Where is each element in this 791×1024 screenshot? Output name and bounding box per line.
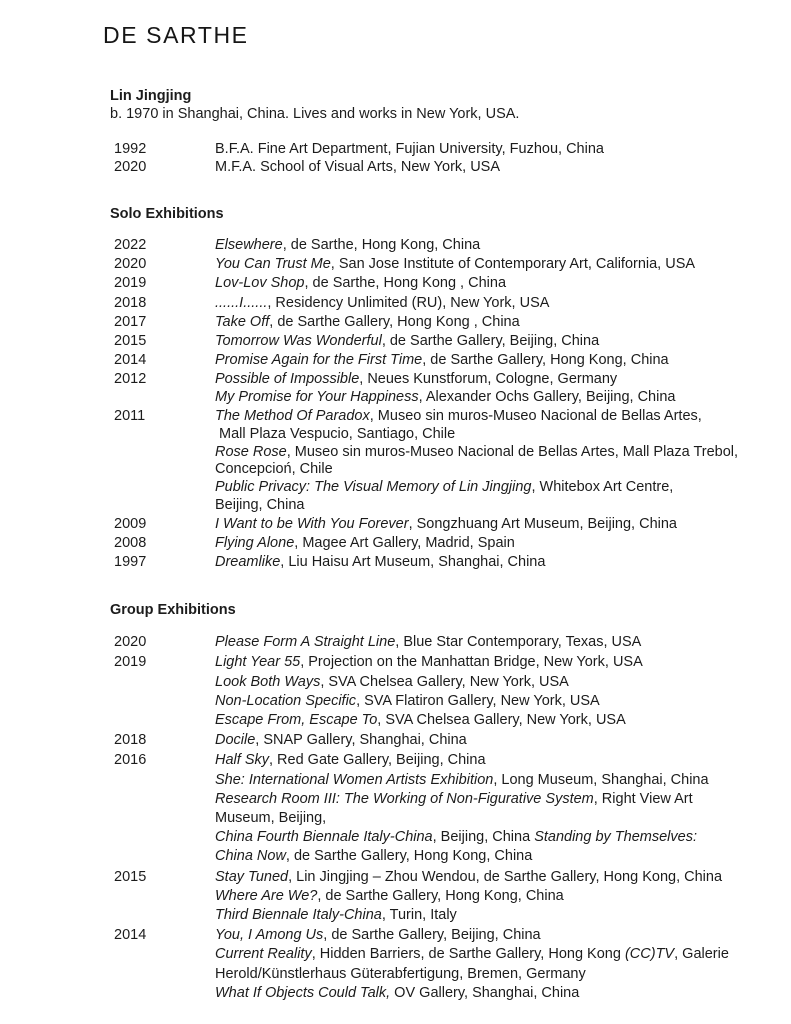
exhibition-description (215, 333, 767, 351)
description-line (215, 333, 767, 351)
exhibition-title: ......I...... (215, 294, 268, 311)
exhibition-year: 2012 (114, 371, 147, 388)
exhibition-title: Stay Tuned (215, 868, 289, 885)
exhibition-title: Tomorrow Was Wonderful (215, 333, 382, 350)
description-line (215, 140, 767, 158)
exhibition-description (215, 516, 767, 534)
exhibition-title: Elsewhere (215, 237, 283, 253)
description-line (215, 751, 767, 770)
description-line (215, 314, 767, 332)
education-list (110, 140, 767, 176)
description-line (215, 535, 767, 553)
exhibition-description (215, 314, 767, 332)
exhibition-venue: , San Jose Institute of Contemporary Art, California, USA (330, 256, 696, 273)
exhibition-title: Light Year 55 (215, 654, 301, 671)
description-line (215, 887, 767, 906)
exhibition-venue: , Whitebox Art Centre, (531, 479, 674, 496)
exhibition-year: 2017 (114, 313, 147, 330)
description-line (215, 237, 767, 255)
exhibition-venue: Mall Plaza Vespucio, Santiago, Chile (215, 426, 456, 443)
exhibition-year: 2014 (114, 927, 147, 944)
exhibition-venue: , Long Museum, Shanghai, China (493, 771, 709, 788)
exhibition-venue: , Turin, Italy (381, 907, 457, 923)
description-line (215, 426, 767, 444)
exhibition-year: 2020 (114, 634, 147, 651)
exhibition-title: Take Off (215, 313, 270, 330)
exhibition-entry (110, 295, 767, 313)
exhibition-venue: , Beijing, China (432, 829, 535, 846)
exhibition-title: Rose Rose (215, 443, 287, 460)
exhibition-entry (110, 926, 767, 1003)
description-line (215, 965, 767, 984)
exhibition-entry (110, 256, 767, 274)
exhibition-title: Docile (215, 732, 256, 749)
description-line (215, 444, 767, 462)
description-line (215, 906, 767, 925)
description-line (215, 790, 767, 809)
exhibition-entry (110, 516, 767, 534)
exhibition-venue: , de Sarthe Gallery, Hong Kong, China (422, 352, 669, 369)
exhibition-venue: , Magee Art Gallery, Madrid, Spain (294, 535, 515, 552)
exhibition-year: 2008 (114, 535, 147, 552)
gallery-logo: DE SARTHE (103, 22, 249, 48)
exhibition-entry (110, 371, 767, 406)
exhibition-venue: , de Sarthe Gallery, Beijing, China (381, 333, 600, 350)
exhibition-title: Standing by Themselves: (534, 829, 697, 846)
exhibition-title: She: International Women Artists Exhibition (215, 771, 494, 788)
description-line (215, 633, 767, 652)
section-title: Solo Exhibitions (110, 206, 224, 222)
exhibition-description (215, 295, 767, 313)
exhibition-year: 1992 (114, 141, 147, 157)
solo-exhibition-list (110, 237, 767, 572)
exhibition-year: 2015 (114, 868, 147, 885)
description-line (215, 461, 767, 479)
exhibition-title: Escape From, Escape To (215, 711, 378, 728)
description-line (215, 371, 767, 389)
exhibition-entry (110, 275, 767, 293)
exhibition-venue: , SNAP Gallery, Shanghai, China (255, 732, 467, 749)
exhibition-year: 2015 (114, 333, 147, 350)
exhibition-description (215, 237, 767, 255)
exhibition-entry (110, 653, 767, 730)
exhibition-entry (110, 314, 767, 332)
exhibition-description (215, 633, 767, 652)
exhibition-year: 2020 (114, 256, 147, 273)
exhibition-title: Look Both Ways (215, 673, 321, 690)
exhibition-description (215, 653, 767, 730)
exhibition-entry (110, 352, 767, 370)
exhibition-title: You, I Among Us (215, 927, 324, 944)
exhibition-year: 2009 (114, 516, 147, 533)
exhibition-venue: , de Sarthe Gallery, Hong Kong, China (285, 848, 533, 865)
exhibition-description (215, 275, 767, 293)
exhibition-entry (110, 868, 767, 926)
exhibition-venue: , Alexander Ochs Gallery, Beijing, China (418, 389, 676, 406)
exhibition-title: I Want to be With You Forever (215, 516, 409, 533)
exhibition-year: 2011 (114, 408, 146, 425)
exhibition-title: You Can Trust Me (215, 256, 331, 273)
exhibition-title: What If Objects Could Talk, (215, 984, 391, 1001)
exhibition-venue: , de Sarthe Gallery, Beijing, China (323, 927, 541, 944)
exhibition-title: Current Reality (215, 946, 312, 963)
exhibition-venue: M.F.A. School of Visual Arts, New York, USA (215, 159, 501, 175)
description-line (215, 653, 767, 672)
description-line (215, 554, 767, 572)
description-line (215, 868, 767, 887)
group-exhibition-list (110, 633, 767, 1003)
exhibition-venue: , Blue Star Contemporary, Texas, USA (395, 634, 642, 651)
section-title: Group Exhibitions (110, 602, 236, 619)
exhibition-entry (110, 140, 767, 158)
exhibition-year: 2014 (114, 352, 147, 369)
artist-name: Lin Jingjing (110, 88, 192, 104)
exhibition-year: 2019 (114, 654, 147, 671)
exhibition-title: China Now (215, 848, 286, 865)
exhibition-year: 2018 (114, 732, 147, 749)
exhibition-venue: , de Sarthe Gallery, Hong Kong, China (317, 887, 564, 904)
description-line (215, 692, 767, 711)
exhibition-entry (110, 158, 767, 176)
exhibition-title: (CC)TV (624, 946, 675, 963)
exhibition-year: 2022 (114, 237, 147, 253)
exhibition-description (215, 256, 767, 274)
exhibition-title: The Method Of Paradox (215, 408, 370, 425)
exhibition-venue: , Museo sin muros-Museo Nacional de Bellas Artes, (369, 408, 702, 425)
exhibition-venue: , Museo sin muros-Museo Nacional de Bellas Artes, Mall Plaza Trebol, (286, 443, 739, 460)
exhibition-venue: , Hidden Barriers, de Sarthe Gallery, Hong Kong (311, 946, 625, 963)
exhibition-description (215, 868, 767, 926)
exhibition-description (215, 140, 767, 158)
exhibition-year: 2019 (114, 275, 147, 292)
exhibition-title: Promise Again for the First Time (215, 352, 423, 369)
exhibition-title: Possible of Impossible (215, 371, 360, 388)
exhibition-venue: OV Gallery, Shanghai, China (390, 984, 580, 1001)
exhibition-venue: , SVA Chelsea Gallery, New York, USA (377, 711, 626, 728)
description-line (215, 945, 767, 964)
exhibition-venue: , SVA Chelsea Gallery, New York, USA (320, 673, 569, 690)
exhibition-entry (110, 333, 767, 351)
exhibition-venue: , de Sarthe, Hong Kong, China (282, 237, 481, 253)
exhibition-entry (110, 554, 767, 572)
cv-content (110, 87, 767, 1004)
exhibition-year: 2016 (114, 752, 147, 769)
description-line (215, 479, 767, 497)
exhibition-venue: , Residency Unlimited (RU), New York, USA (267, 294, 550, 311)
exhibition-description (215, 371, 767, 406)
exhibition-entry (110, 408, 767, 514)
exhibition-venue: Museum, Beijing, (215, 809, 327, 826)
exhibition-entry (110, 731, 767, 750)
exhibition-entry (110, 633, 767, 652)
exhibition-title: Non-Location Specific (215, 692, 357, 709)
exhibition-title: Flying Alone (215, 535, 295, 552)
exhibition-description (215, 158, 767, 176)
exhibition-description (215, 926, 767, 1003)
exhibition-title: Dreamlike (215, 554, 281, 571)
solo-exhibitions-section (110, 205, 767, 572)
exhibition-title: Lov-Lov Shop (215, 275, 305, 292)
exhibition-description (215, 731, 767, 750)
description-line (215, 389, 767, 407)
exhibition-venue: , Galerie (674, 946, 729, 963)
exhibition-title: Where Are We? (215, 887, 318, 904)
exhibition-sections (110, 205, 767, 1003)
exhibition-venue: Herold/Künstlerhaus Güterabfertigung, Bremen, Germany (215, 965, 586, 982)
description-line (215, 295, 767, 313)
exhibition-description (215, 535, 767, 553)
description-line (215, 771, 767, 790)
exhibition-venue: , SVA Flatiron Gallery, New York, USA (356, 692, 600, 709)
description-line (215, 809, 767, 828)
description-line (215, 158, 767, 176)
description-line (215, 673, 767, 692)
exhibition-year: 2020 (114, 159, 147, 175)
exhibition-venue: , Right View Art (593, 790, 693, 807)
description-line (215, 711, 767, 730)
exhibition-entry (110, 535, 767, 553)
description-line (215, 408, 767, 426)
exhibition-title: Research Room III: The Working of Non-Figurative System (215, 790, 594, 807)
exhibition-entry (110, 237, 767, 255)
exhibition-venue: , de Sarthe Gallery, Hong Kong , China (269, 313, 520, 330)
exhibition-venue: , Red Gate Gallery, Beijing, China (269, 752, 486, 769)
exhibition-title: Please Form A Straight Line (215, 634, 396, 651)
description-line (215, 256, 767, 274)
description-line (215, 984, 767, 1003)
description-line (215, 516, 767, 534)
exhibition-title: China Fourth Biennale Italy-China (215, 829, 433, 846)
exhibition-description (215, 408, 767, 514)
exhibition-venue: , Neues Kunstforum, Cologne, Germany (359, 371, 618, 388)
description-line (215, 352, 767, 370)
exhibition-description (215, 554, 767, 572)
description-line (215, 828, 767, 847)
exhibition-description (215, 352, 767, 370)
exhibition-venue: Beijing, China (215, 496, 305, 513)
exhibition-venue: , Projection on the Manhattan Bridge, New York, USA (300, 654, 643, 671)
exhibition-title: Half Sky (215, 752, 269, 769)
description-line (215, 926, 767, 945)
exhibition-venue: , Songzhuang Art Museum, Beijing, China (408, 516, 677, 533)
exhibition-venue: , Lin Jingjing – Zhou Wendou, de Sarthe Gallery, Hong Kong, China (288, 868, 723, 885)
exhibition-venue: B.F.A. Fine Art Department, Fujian University, Fuzhou, China (215, 141, 604, 157)
artist-bio: b. 1970 in Shanghai, China. Lives and works in New York, USA. (110, 106, 520, 122)
exhibition-title: My Promise for Your Happiness (215, 389, 419, 406)
exhibition-year: 1997 (114, 554, 147, 571)
group-exhibitions-section (110, 601, 767, 1003)
description-line (215, 275, 767, 293)
exhibition-title: Third Biennale Italy-China (215, 907, 382, 923)
exhibition-description (215, 751, 767, 866)
exhibition-venue: , Liu Haisu Art Museum, Shanghai, China (280, 554, 546, 571)
description-line (215, 847, 767, 866)
exhibition-title: Public Privacy: The Visual Memory of Lin Jingjing (215, 479, 532, 496)
description-line (215, 497, 767, 515)
exhibition-year: 2018 (114, 294, 147, 311)
description-line (215, 731, 767, 750)
exhibition-entry (110, 751, 767, 866)
exhibition-venue: , de Sarthe, Hong Kong , China (304, 275, 507, 292)
exhibition-venue: Concepcioń, Chile (215, 461, 333, 478)
